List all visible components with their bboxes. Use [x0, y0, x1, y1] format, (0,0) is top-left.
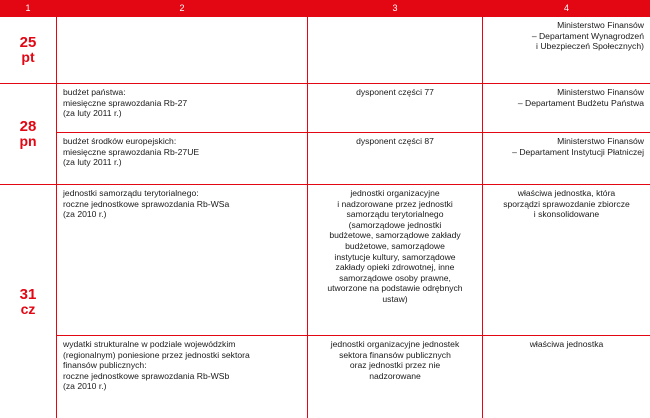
date-number: 31: [19, 285, 37, 303]
date-number: 28: [19, 118, 37, 135]
recipient-cell: Ministerstwo Finansów – Departament Wynagrodzeń i Ubezpieczeń Społecznych): [483, 17, 650, 83]
column-header-4: 4: [563, 3, 569, 13]
column-header-1: 1: [25, 3, 31, 13]
report-cell: budżet środków europejskich: miesięczne sprawozdania Rb-27UE (za luty 2011 r.): [57, 133, 307, 184]
report-cell: [57, 17, 307, 83]
report-cell: jednostki samorządu terytorialnego: roczne jednostkowe sprawozdania Rb-WSa (za 2010 r.): [57, 185, 307, 335]
submitter-cell: jednostki organizacyjne i nadzorowane przez jednostki samorządu terytorialnego (samorządowe jednostki budżetowe, samorządowe zakłady budżetowe, samorządowe instytucje kultury, samorządowe zakłady opieki zdrowotnej, inne samorządowe osoby prawne, utworzone na podstawie odrębnych ustaw): [308, 185, 482, 335]
recipient-cell: Ministerstwo Finansów – Departament Budżetu Państwa: [483, 84, 650, 132]
report-cell: budżet państwa: miesięczne sprawozdania Rb-27 (za luty 2011 r.): [57, 84, 307, 132]
report-cell: wydatki strukturalne w podziale wojewódzkim (regionalnym) poniesione przez jednostki sektora finansów publicznych: roczne jednostkowe sprawozdania Rb-WSb (za 2010 r.): [57, 336, 307, 418]
date-number: 25: [19, 34, 37, 51]
submitter-cell: [308, 17, 482, 83]
column-header-3: 3: [392, 3, 398, 13]
column-header-2: 2: [179, 3, 185, 13]
recipient-cell: Ministerstwo Finansów – Departament Instytucji Płatniczej: [483, 133, 650, 184]
weekday: pt: [21, 49, 35, 65]
weekday: cz: [20, 300, 36, 317]
date-cell-31: [0, 185, 56, 418]
recipient-cell: właściwa jednostka, która sporządzi sprawozdanie zbiorcze i skonsolidowane: [483, 185, 650, 335]
weekday: pn: [19, 133, 37, 149]
recipient-cell: właściwa jednostka: [483, 336, 650, 418]
submitter-cell: jednostki organizacyjne jednostek sektora finansów publicznych oraz jednostki przez nie nadzorowane: [308, 336, 482, 418]
date-cell-25: [0, 17, 56, 83]
submitter-cell: dysponent części 87: [308, 133, 482, 184]
date-cell-28: [0, 84, 56, 184]
submitter-cell: dysponent części 77: [308, 84, 482, 132]
